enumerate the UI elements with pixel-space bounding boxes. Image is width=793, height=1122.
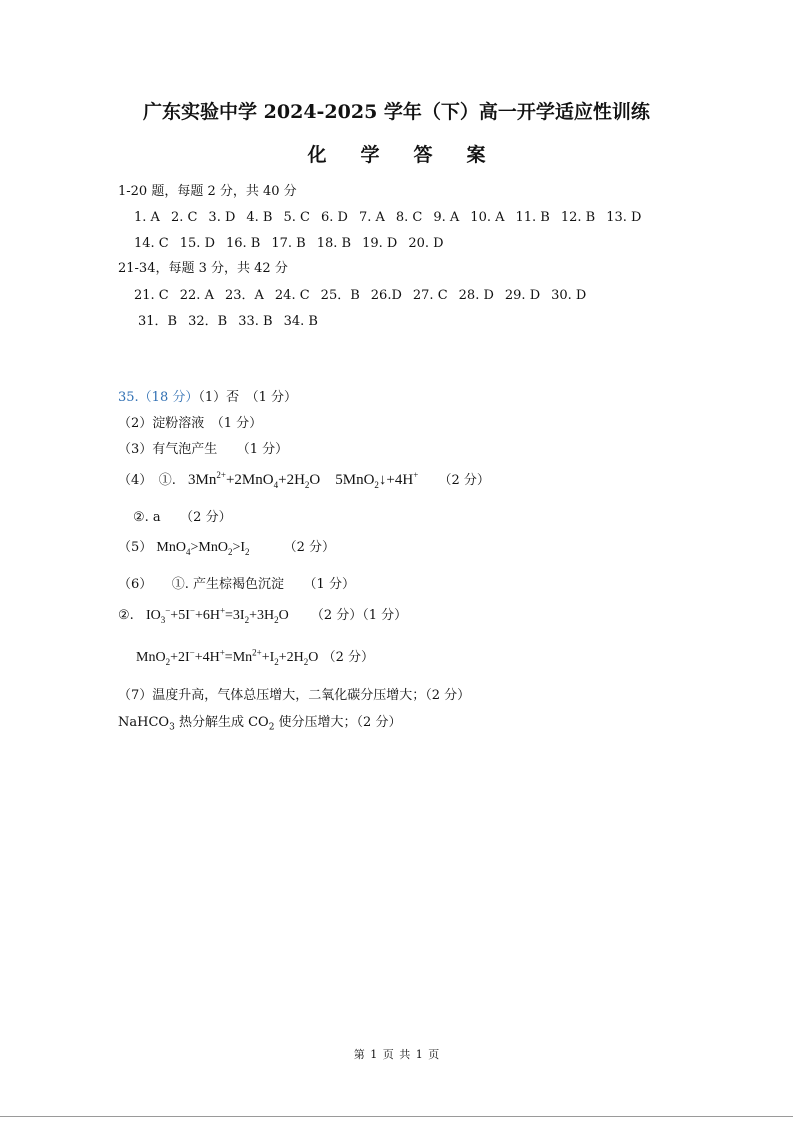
section2-answer: 33. B: [238, 314, 273, 329]
section1-answer: 8. C: [395, 210, 423, 225]
q35-part3: （3）有气泡产生 （1 分）: [118, 442, 289, 457]
section1-answer: 18. B: [316, 236, 352, 251]
section1-answer: 13. D: [606, 210, 642, 225]
q35-part4-label: （4） ①.: [118, 473, 176, 488]
section1-answer: 1. A: [134, 210, 160, 225]
section1-answer: 15. D: [179, 236, 215, 251]
section1-answer: 19. D: [362, 236, 398, 251]
document-subtitle: 化学答案: [307, 144, 520, 166]
section1-answer: 12. B: [560, 210, 596, 225]
section2-heading: 21-34，每题 3 分，共 42 分: [118, 261, 288, 276]
section2-answer: 32．B: [188, 314, 228, 329]
section1-answers-row1: [134, 210, 652, 226]
section2-answer: 24. C: [274, 288, 310, 303]
section1-heading: 1-20 题，每题 2 分，共 40 分: [118, 184, 297, 199]
q35-part7-line2: NaHCO$_3$ 热分解生成 $CO_2$ 使分压增大；（2 分）: [118, 715, 402, 733]
q35-part4: [118, 472, 490, 489]
section2-answer: 28. D: [458, 288, 494, 303]
section1-answer: 20. D: [408, 236, 444, 251]
q35-part6-sub2-score: （2 分）（1 分）: [310, 608, 408, 623]
q35-part7: （7）温度升高，气体总压增大，二氧化碳分压增大；（2 分）: [118, 688, 471, 703]
q35-part6-sub3-equation: $MnO_2+2I^-+4H^+=Mn^{2+}+I_2+2H_2O$: [136, 647, 319, 667]
q35-part5: [118, 540, 335, 556]
document-title: 广东实验中学 2024-2025 学年（下）高一开学适应性训练: [143, 101, 650, 123]
q35-part1-text: （1）否 （1 分）: [198, 390, 298, 405]
section2-answer: 31．B: [138, 314, 178, 329]
bottom-divider: [0, 1116, 793, 1117]
section1-answer: 11. B: [515, 210, 550, 225]
section2-answer: 29. D: [504, 288, 541, 303]
section1-answer: 16. B: [226, 236, 261, 251]
q35-part6-sub2-label: ②.: [118, 608, 134, 623]
section2-answer: 21. C: [134, 288, 169, 303]
section1-answer: 2. C: [170, 210, 198, 225]
section2-answer: 25．B: [320, 288, 360, 303]
section1-answer: 17. B: [271, 236, 306, 251]
section1-answer: 10. A: [470, 210, 505, 225]
q35-part6-sub2-equation: $IO_3^-+5I^-+6H^+=3I_2+3H_2O$: [145, 605, 289, 625]
q35-part5-label: （5）: [118, 540, 153, 555]
q35-part6-sub3-score: （2 分）: [322, 650, 374, 665]
section1-answer: 14. C: [134, 236, 169, 251]
section2-answer: 23．A: [224, 288, 264, 303]
section1-answer: 7. A: [358, 210, 385, 225]
q35-part4-equation: $3Mn^{2+}+2MnO_4+2H_2O$ 5MnO$_2$↓+4H+: [188, 470, 419, 490]
section1-answer: 3. D: [208, 210, 236, 225]
section2-answer: 27. C: [412, 288, 448, 303]
section2-answers-row1: [134, 288, 597, 304]
q35-part6-sub2: [118, 605, 408, 625]
section2-answer: 34. B: [283, 314, 318, 329]
section1-answer: 9. A: [433, 210, 460, 225]
q35-number: 35.（18 分）: [118, 390, 199, 405]
q35-part5-score: （2 分）: [283, 540, 336, 555]
section1-answers-row2: [134, 236, 455, 252]
q35-part5-equation: $MnO_4>MnO_2>I_2$: [156, 540, 250, 557]
q35-part4-score: （2 分）: [438, 473, 490, 488]
section2-answer: 30. D: [551, 288, 587, 303]
page-footer: 第 1 页 共 1 页: [353, 1048, 440, 1061]
section1-answer: 5. C: [283, 210, 310, 225]
section2-answer: 22. A: [179, 288, 214, 303]
q35-part1: [118, 390, 297, 406]
section1-answer: 6. D: [320, 210, 348, 225]
q35-part4-sub2: ②. a （2 分）: [133, 510, 232, 525]
q35-part6: （6） ①. 产生棕褐色沉淀 （1 分）: [118, 577, 355, 592]
section2-answers-row2: [138, 314, 329, 330]
q35-part2: （2）淀粉溶液 （1 分）: [118, 416, 263, 431]
section1-answer: 4. B: [246, 210, 273, 225]
section2-answer: 26.D: [370, 288, 402, 303]
q35-part6-sub3: [136, 647, 374, 667]
